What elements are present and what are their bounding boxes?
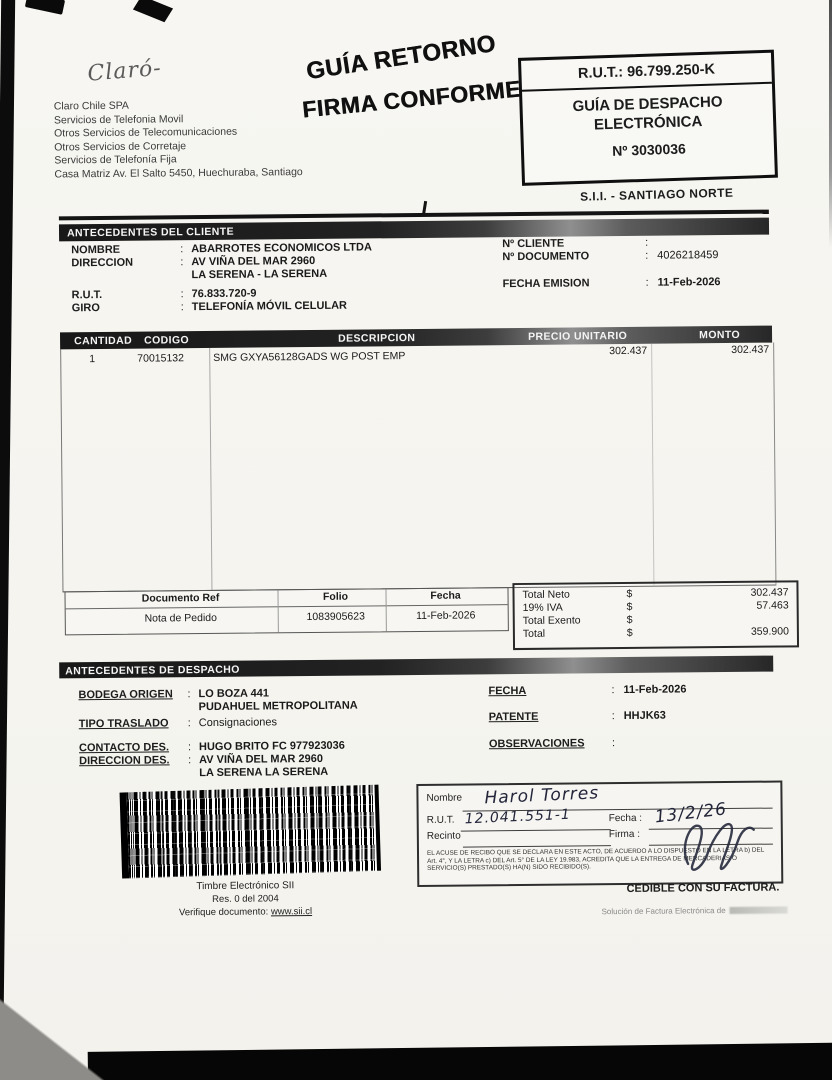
footer-provider bbox=[602, 905, 788, 916]
field-separator: : bbox=[180, 256, 184, 269]
receipt-fecha-label: Fecha : bbox=[608, 812, 643, 825]
handwritten-name: Harol Torres bbox=[484, 783, 600, 809]
total-value: 359.900 bbox=[750, 625, 789, 638]
handwritten-fecha: 13/2/26 bbox=[653, 799, 729, 828]
company-line: Servicios de Telefonia Movil bbox=[53, 112, 184, 127]
items-header-descripcion: DESCRIPCION bbox=[338, 331, 416, 345]
item-row-codigo: 70015132 bbox=[137, 352, 185, 365]
total-exento-value bbox=[665, 612, 789, 613]
document-number-label: Nº DOCUMENTO bbox=[502, 250, 590, 264]
direccion-destino-label: DIRECCION DES. bbox=[79, 754, 170, 768]
field-separator: : bbox=[611, 684, 615, 697]
tipo-traslado-value: Consignaciones bbox=[198, 716, 278, 730]
items-column-divider bbox=[209, 348, 212, 590]
footer-illegible-text bbox=[730, 907, 788, 915]
verify-text: Verifique documento: bbox=[178, 906, 271, 919]
dispatch-guide-box bbox=[518, 50, 778, 186]
tipo-traslado-label: TIPO TRASLADO bbox=[78, 717, 169, 731]
items-column-divider bbox=[651, 344, 654, 586]
bodega-origen-label: BODEGA ORIGEN bbox=[78, 688, 173, 702]
client-rut-value: 76.833.720-9 bbox=[191, 287, 257, 301]
bodega-origen-line2: PUDAHUEL METROPOLITANA bbox=[198, 699, 358, 714]
document-title-line1: GUÍA DE DESPACHO bbox=[572, 93, 723, 116]
client-section-title: ANTECEDENTES DEL CLIENTE bbox=[66, 225, 235, 239]
bodega-origen-line1: LO BOZA 441 bbox=[198, 687, 270, 701]
signature-line bbox=[463, 845, 611, 847]
item-row-monto: 302.437 bbox=[731, 343, 770, 356]
company-line: Claro Chile SPA bbox=[53, 99, 129, 113]
totals-row bbox=[514, 582, 796, 601]
refdoc-header-folio: Folio bbox=[322, 590, 349, 603]
sii-pdf417-barcode bbox=[120, 785, 382, 879]
field-separator: : bbox=[645, 236, 649, 249]
receipt-firma-label: Firma : bbox=[608, 828, 640, 841]
currency-symbol: $ bbox=[626, 613, 633, 626]
client-number-label: Nº CLIENTE bbox=[502, 237, 565, 251]
company-line: Casa Matriz Av. El Salto 5450, Huechuraba, Santiago bbox=[54, 166, 303, 181]
currency-symbol: $ bbox=[626, 587, 633, 600]
contacto-destino-label: CONTACTO DES. bbox=[78, 741, 170, 755]
document-number-value: 4026218459 bbox=[657, 249, 719, 262]
items-table-body bbox=[60, 343, 776, 593]
field-separator: : bbox=[188, 754, 192, 767]
total-exento-label: Total Exento bbox=[522, 614, 581, 627]
total-neto-label: Total Neto bbox=[522, 588, 570, 601]
dispatch-fecha-value: 11-Feb-2026 bbox=[623, 683, 687, 697]
item-row-precio: 302.437 bbox=[609, 344, 648, 358]
items-header-codigo: CODIGO bbox=[144, 334, 190, 347]
field-separator: : bbox=[180, 243, 184, 256]
footer-provider-text: Solución de Factura Electrónica de bbox=[601, 906, 726, 917]
currency-symbol: $ bbox=[626, 600, 633, 613]
item-row-descripcion: SMG GXYA56128GADS WG POST EMP bbox=[213, 350, 406, 364]
timbre-line3 bbox=[122, 905, 370, 918]
total-neto-value: 302.437 bbox=[750, 586, 789, 599]
refdoc-header-fecha: Fecha bbox=[430, 589, 461, 602]
document-title-line2: ELECTRÓNICA bbox=[593, 113, 703, 134]
refdoc-row-folio: 1083905623 bbox=[306, 610, 365, 624]
field-separator: : bbox=[187, 741, 192, 754]
refdoc-header-documento: Documento Ref bbox=[141, 591, 220, 605]
client-address-label: DIRECCION bbox=[71, 256, 134, 270]
client-address-line1: AV VIÑA DEL MAR 2960 bbox=[191, 254, 316, 269]
items-header-monto: MONTO bbox=[699, 328, 741, 342]
patente-label: PATENTE bbox=[488, 710, 539, 724]
contacto-destino-value: HUGO BRITO FC 977923036 bbox=[198, 739, 345, 754]
scan-artifact-corner-shadow bbox=[0, 998, 105, 1080]
document-title bbox=[522, 91, 773, 137]
company-info-block bbox=[54, 98, 303, 182]
items-header-precio-unitario: PRECIO UNITARIO bbox=[527, 329, 628, 343]
dispatch-section-bar bbox=[59, 656, 773, 679]
currency-symbol: $ bbox=[626, 626, 633, 639]
field-separator: : bbox=[180, 301, 184, 314]
patente-value: HHJK63 bbox=[623, 709, 666, 723]
document-number: Nº 3030036 bbox=[611, 140, 687, 159]
company-line: Otros Servicios de Corretaje bbox=[54, 139, 187, 154]
claro-logo: Claró- bbox=[86, 55, 163, 87]
receipt-recinto-label: Recinto bbox=[426, 830, 461, 842]
stamp-guia-retorno: GUÍA RETORNO bbox=[304, 30, 498, 86]
refdoc-row-documento: Nota de Pedido bbox=[144, 611, 217, 625]
timbre-line2: Res. 0 del 2004 bbox=[212, 893, 279, 905]
iva-value: 57.463 bbox=[756, 599, 789, 612]
handwritten-rut: 12.041.551-1 bbox=[464, 806, 572, 828]
client-section-bar bbox=[59, 218, 769, 241]
field-separator: : bbox=[187, 688, 191, 701]
total-label: Total bbox=[522, 627, 546, 640]
emission-date-label: FECHA EMISION bbox=[502, 277, 590, 291]
reference-doc-header bbox=[65, 588, 507, 609]
sii-url: www.sii.cl bbox=[270, 906, 313, 918]
company-line: Servicios de Telefonía Fija bbox=[54, 153, 177, 167]
observaciones-label: OBSERVACIONES bbox=[488, 737, 585, 751]
field-separator: : bbox=[611, 737, 616, 750]
sii-office: S.I.I. - SANTIAGO NORTE bbox=[579, 185, 734, 204]
signature-line bbox=[461, 829, 611, 831]
field-separator: : bbox=[645, 249, 649, 262]
receipt-rut-label: R.U.T. bbox=[426, 814, 455, 826]
field-separator: : bbox=[180, 288, 184, 301]
iva-label: 19% IVA bbox=[522, 601, 563, 614]
field-separator: : bbox=[611, 710, 615, 723]
client-giro-value: TELEFONÍA MÓVIL CELULAR bbox=[191, 299, 348, 314]
field-separator: : bbox=[645, 276, 649, 289]
client-name-value: ABARROTES ECONOMICOS LTDA bbox=[191, 241, 372, 256]
field-separator: : bbox=[187, 717, 191, 730]
company-line: Otros Servicios de Telecomunicaciones bbox=[54, 125, 238, 140]
cedible-text: CEDIBLE CON SU FACTURA. bbox=[626, 881, 780, 895]
dispatch-section-title: ANTECEDENTES DE DESPACHO bbox=[65, 663, 240, 677]
client-rut-label: R.U.T. bbox=[71, 289, 103, 302]
refdoc-row-fecha: 11-Feb-2026 bbox=[415, 609, 476, 623]
direccion-destino-line2: LA SERENA LA SERENA bbox=[199, 765, 329, 780]
stamp-firma-conforme: FIRMA CONFORME bbox=[300, 75, 522, 123]
receipt-legal-text: EL ACUSE DE RECIBO QUE SE DECLARA EN ESTE ACTO, DE ACUERDO A LO DISPUESTO EN LA LETRA b) DEL Art. 4°, Y LA LETRA c) DEL Art. 5° DE LA LEY 19.983, ACREDITA QUE LA ENTREGA DE MERCADERIAS O SERVICIO(S) PRESTADO(S) HA(N) SIDO RECIBIDO(S). bbox=[426, 846, 765, 873]
timbre-line1: Timbre Electrónico SII bbox=[196, 880, 295, 893]
reference-doc-table bbox=[64, 587, 508, 635]
receipt-nombre-label: Nombre bbox=[426, 792, 463, 804]
client-giro-label: GIRO bbox=[71, 302, 100, 315]
emission-date-value: 11-Feb-2026 bbox=[657, 276, 721, 289]
client-address-line2: LA SERENA - LA SERENA bbox=[191, 267, 328, 282]
items-header-cantidad: CANTIDAD bbox=[74, 334, 133, 348]
dispatch-fecha-label: FECHA bbox=[488, 684, 527, 698]
direccion-destino-line1: AV VIÑA DEL MAR 2960 bbox=[199, 752, 324, 767]
client-name-label: NOMBRE bbox=[71, 243, 121, 257]
item-row-cantidad: 1 bbox=[89, 353, 96, 366]
issuer-rut: R.U.T.: 96.799.250-K bbox=[521, 53, 772, 92]
totals-box bbox=[512, 580, 799, 650]
signature-scribble bbox=[666, 794, 772, 885]
